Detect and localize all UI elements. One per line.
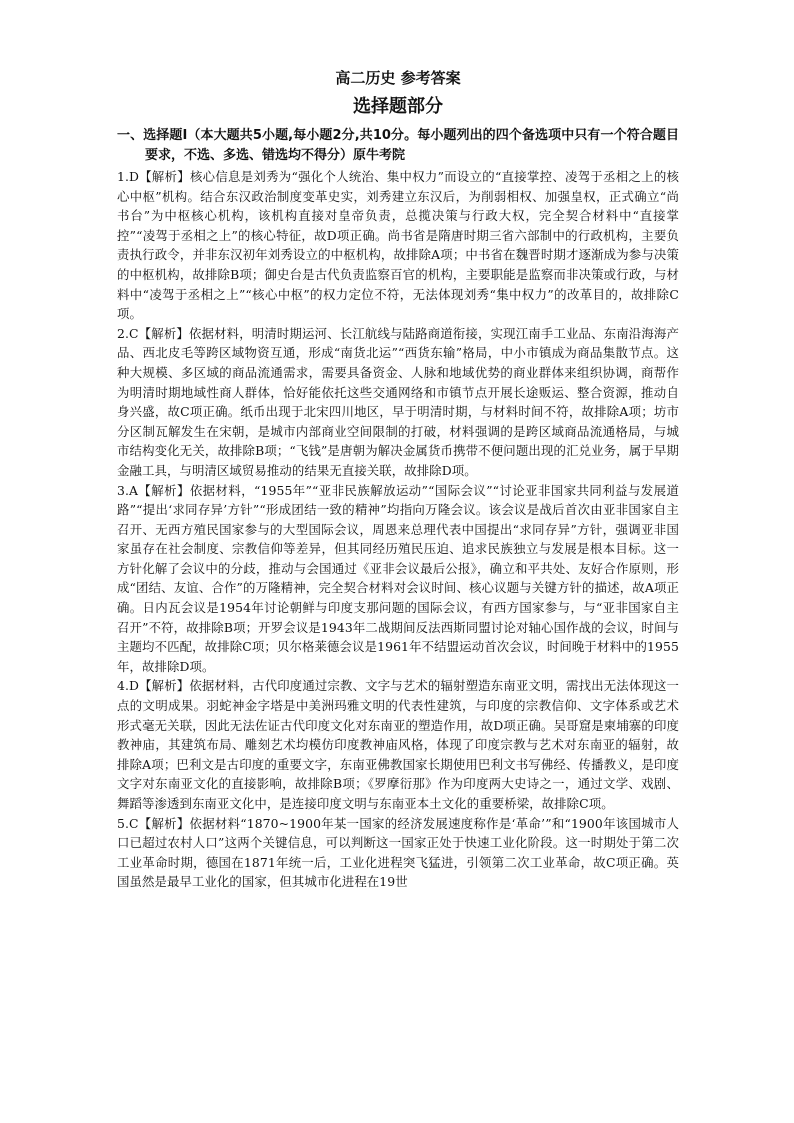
part-title: 选择题部分 — [353, 96, 443, 117]
section-heading: 一、选择题Ⅰ（本大题共5小题,每小题2分,共10分。每小题列出的四个备选项中只有一个符合题目要求，不选、多选、错选均不得分）原牛考院 — [117, 128, 679, 163]
answer-5-explanation: 5.C【解析】依据材料“1870~1900年某一国家的经济发展速度称作是‘革命’”和“1900年该国城市人口已超过农村人口”这两个关键信息，可以判断这一国家正处于快速工业化阶段。这一时期处于第二次工业革命时期，德国在1871年统一后，工业化进程突飞猛进，引领第二次工业革命，故C项正确。英国虽然是最早工业化的国家，但其城市化进程在19世 — [117, 815, 679, 890]
answer-1-explanation: 1.D【解析】核心信息是刘秀为“强化个人统治、集中权力”而设立的“直接掌控、凌驾于丞相之上的核心中枢”机构。结合东汉政治制度变革史实，刘秀建立东汉后，为削弱相权、加强皇权，正式确立“尚书台”为中枢核心机构，该机构直接对皇帝负责，总揽决策与行政大权，完全契合材料中“直接掌控”“凌驾于丞相之上”的核心特征，故D项正确。尚书省是隋唐时期三省六部制中的行政机构，主要负责执行政令，并非东汉初年刘秀设立的中枢机构，故排除A项；中书省在魏晋时期才逐渐成为参与决策的中枢机构，故排除B项；御史台是古代负责监察百官的机构，主要职能是监察而非决策或行政，与材料中“凌驾于丞相之上”“核心中枢”的权力定位不符，无法体现刘秀“集中权力”的改革目的，故排除C项。 — [117, 169, 679, 322]
answer-sheet-page — [117, 68, 679, 892]
document-title: 高二历史 参考答案 — [335, 69, 461, 87]
answer-2-explanation: 2.C【解析】依据材料，明清时期运河、长江航线与陆路商道衔接，实现江南手工业品、东南沿海海产品、西北皮毛等跨区域物资互通，形成“南货北运”“西货东输”格局，中小市镇成为商品集散节点。这种大规模、多区域的商品流通需求，需要具备资金、人脉和地域优势的商业群体来组织协调，商帮作为明清时期地域性商人群体，恰好能依托这些交通网络和市镇节点开展长途贩运、整合资源，推动自身兴盛，故C项正确。纸币出现于北宋四川地区，早于明清时期，与材料时间不符，故排除A项；坊市分区制瓦解发生在宋朝，是城市内部商业空间限制的打破，材料强调的是跨区域商品流通格局，与城市结构变化无关，故排除B项；“飞钱”是唐朝为解决金属货币携带不便问题出现的汇兑业务，属于早期金融工具，与明清区域贸易推动的结果无直接关联，故排除D项。 — [117, 325, 679, 478]
answer-4-explanation: 4.D【解析】依据材料，古代印度通过宗教、文字与艺术的辐射塑造东南亚文明，需找出无法体现这一点的文明成果。羽蛇神金字塔是中美洲玛雅文明的代表性建筑，与印度的宗教信仰、文字体系或艺术形式毫无关联，因此无法佐证古代印度文化对东南亚的塑造作用，故D项正确。吴哥窟是柬埔寨的印度教神庙，其建筑布局、雕刻艺术均模仿印度教神庙风格，体现了印度宗教与艺术对东南亚的辐射，故排除A项；巴利文是古印度的重要文字，东南亚佛教国家长期使用巴利文书写佛经、传播教义，是印度文字对东南亚文化的直接影响，故排除B项；《罗摩衍那》作为印度两大史诗之一，通过文学、戏剧、舞蹈等渗透到东南亚文化中，是连接印度文明与东南亚本土文化的重要桥梁，故排除C项。 — [117, 678, 679, 811]
answer-3-explanation: 3.A【解析】依据材料，“1955年”“亚非民族解放运动”“国际会议”“讨论亚非国家共同利益与发展道路”“提出‘求同存异’方针”“形成团结一致的精神”均指向万隆会议。该会议是战后首次由亚非国家自主召开、无西方殖民国家参与的大型国际会议，周恩来总理代表中国提出“求同存异”方针，强调亚非国家虽存在社会制度、宗教信仰等差异，但其同经历殖民压迫、追求民族独立与发展是根本目标。这一方针化解了会议中的分歧，推动与会国通过《亚非会议最后公报》，确立和平共处、友好合作原则，形成“团结、友谊、合作”的万隆精神，完全契合材料对会议时间、核心议题与关键方针的描述，故A项正确。日内瓦会议是1954年讨论朝鲜与印度支那问题的国际会议，有西方国家参与，与“亚非国家自主召开”不符，故排除B项；开罗会议是1943年二战期间反法西斯同盟讨论对轴心国作战的会议，时间与主题均不匹配，故排除C项；贝尔格莱德会议是1961年不结盟运动首次会议，时间晚于材料中的1955年，故排除D项。 — [117, 482, 679, 674]
